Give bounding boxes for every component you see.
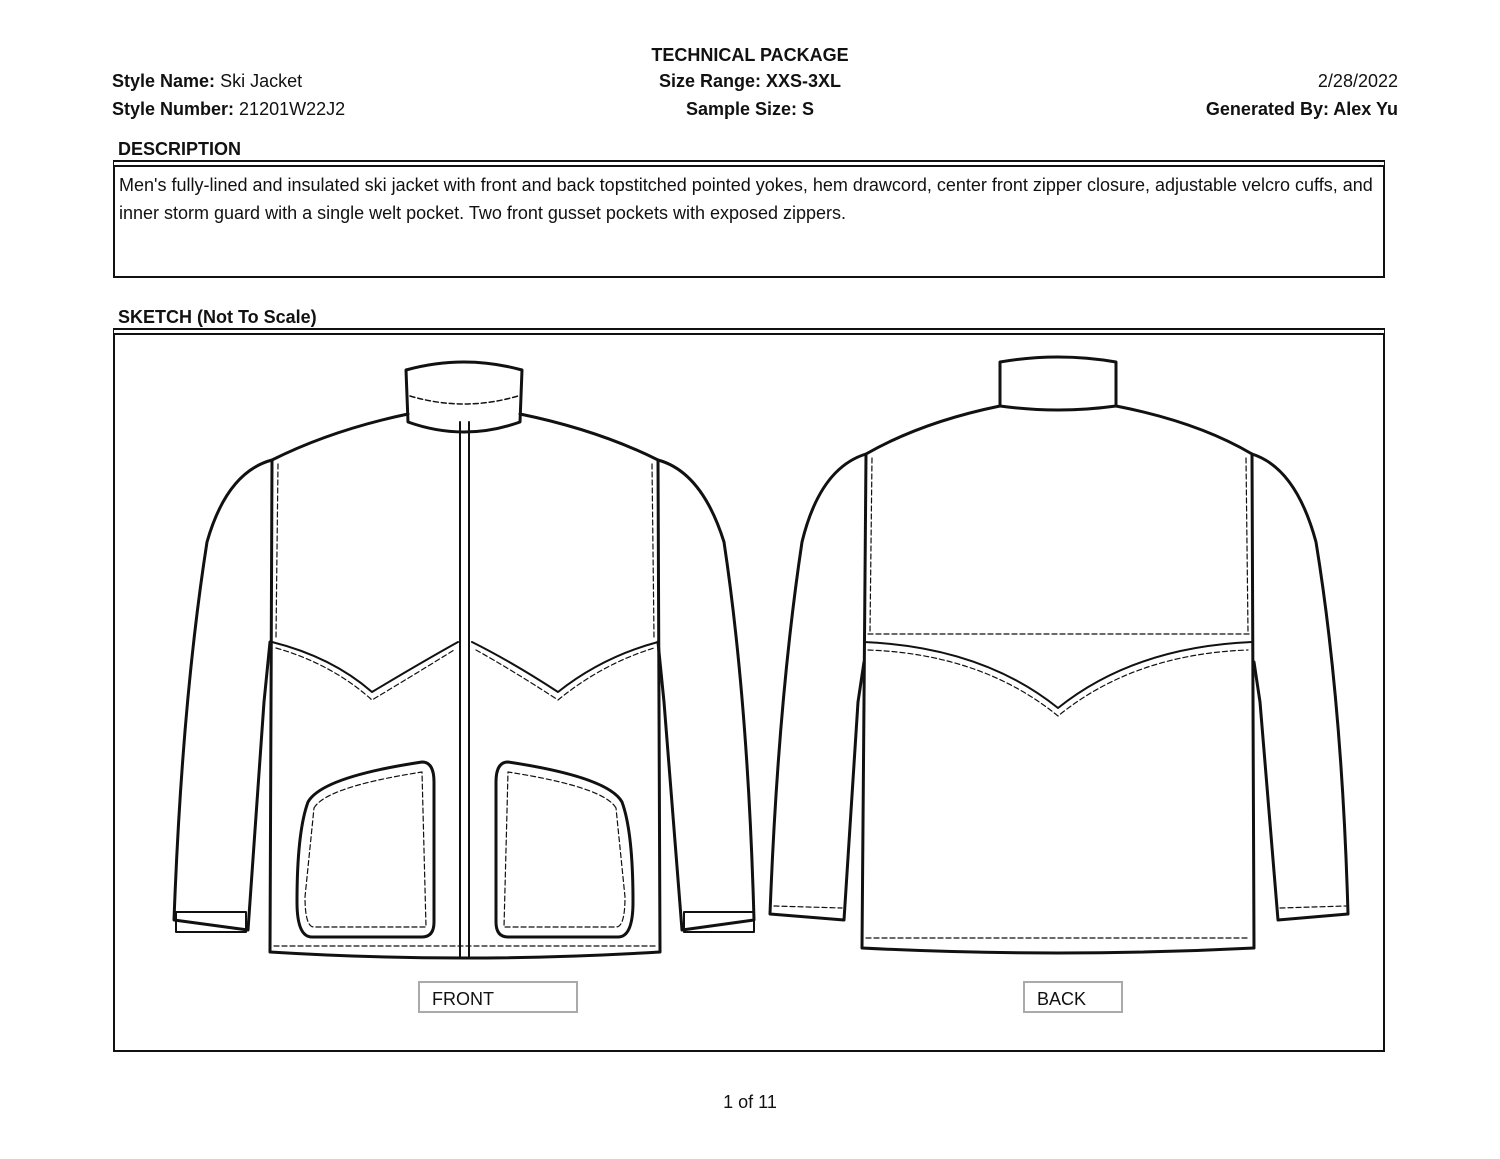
sketch-box xyxy=(113,333,1385,1052)
sample-size: Sample Size: S xyxy=(685,99,815,119)
generated-by: Generated By: Alex Yu xyxy=(1205,99,1398,119)
size-range: Size Range: XXS-3XL xyxy=(658,71,842,91)
back-label: BACK xyxy=(1023,981,1123,1013)
style-number-label: Style Number: xyxy=(112,99,235,119)
style-number-value: 21201W22J2 xyxy=(239,99,346,119)
jacket-sketch xyxy=(115,335,1383,1050)
description-heading: DESCRIPTION xyxy=(118,139,242,159)
date: 2/28/2022 xyxy=(1317,71,1398,91)
description-text: Men's fully-lined and insulated ski jacket with front and back topstitched pointed yokes, hem drawcord, center front zipper closure, adjustable velcro cuffs, and inner storm guard with a single welt pocket. Two front gusset pockets with exposed zippers. xyxy=(119,175,1373,223)
style-name-value: Ski Jacket xyxy=(220,71,303,91)
front-jacket-drawing xyxy=(174,362,754,958)
style-name-label: Style Name: xyxy=(112,71,216,91)
page-number: 1 of 11 xyxy=(723,1092,777,1112)
document-title: TECHNICAL PACKAGE xyxy=(651,45,849,65)
front-label: FRONT xyxy=(418,981,578,1013)
sketch-heading: SKETCH (Not To Scale) xyxy=(118,307,317,327)
back-jacket-drawing xyxy=(770,357,1348,953)
description-box xyxy=(113,165,1385,278)
